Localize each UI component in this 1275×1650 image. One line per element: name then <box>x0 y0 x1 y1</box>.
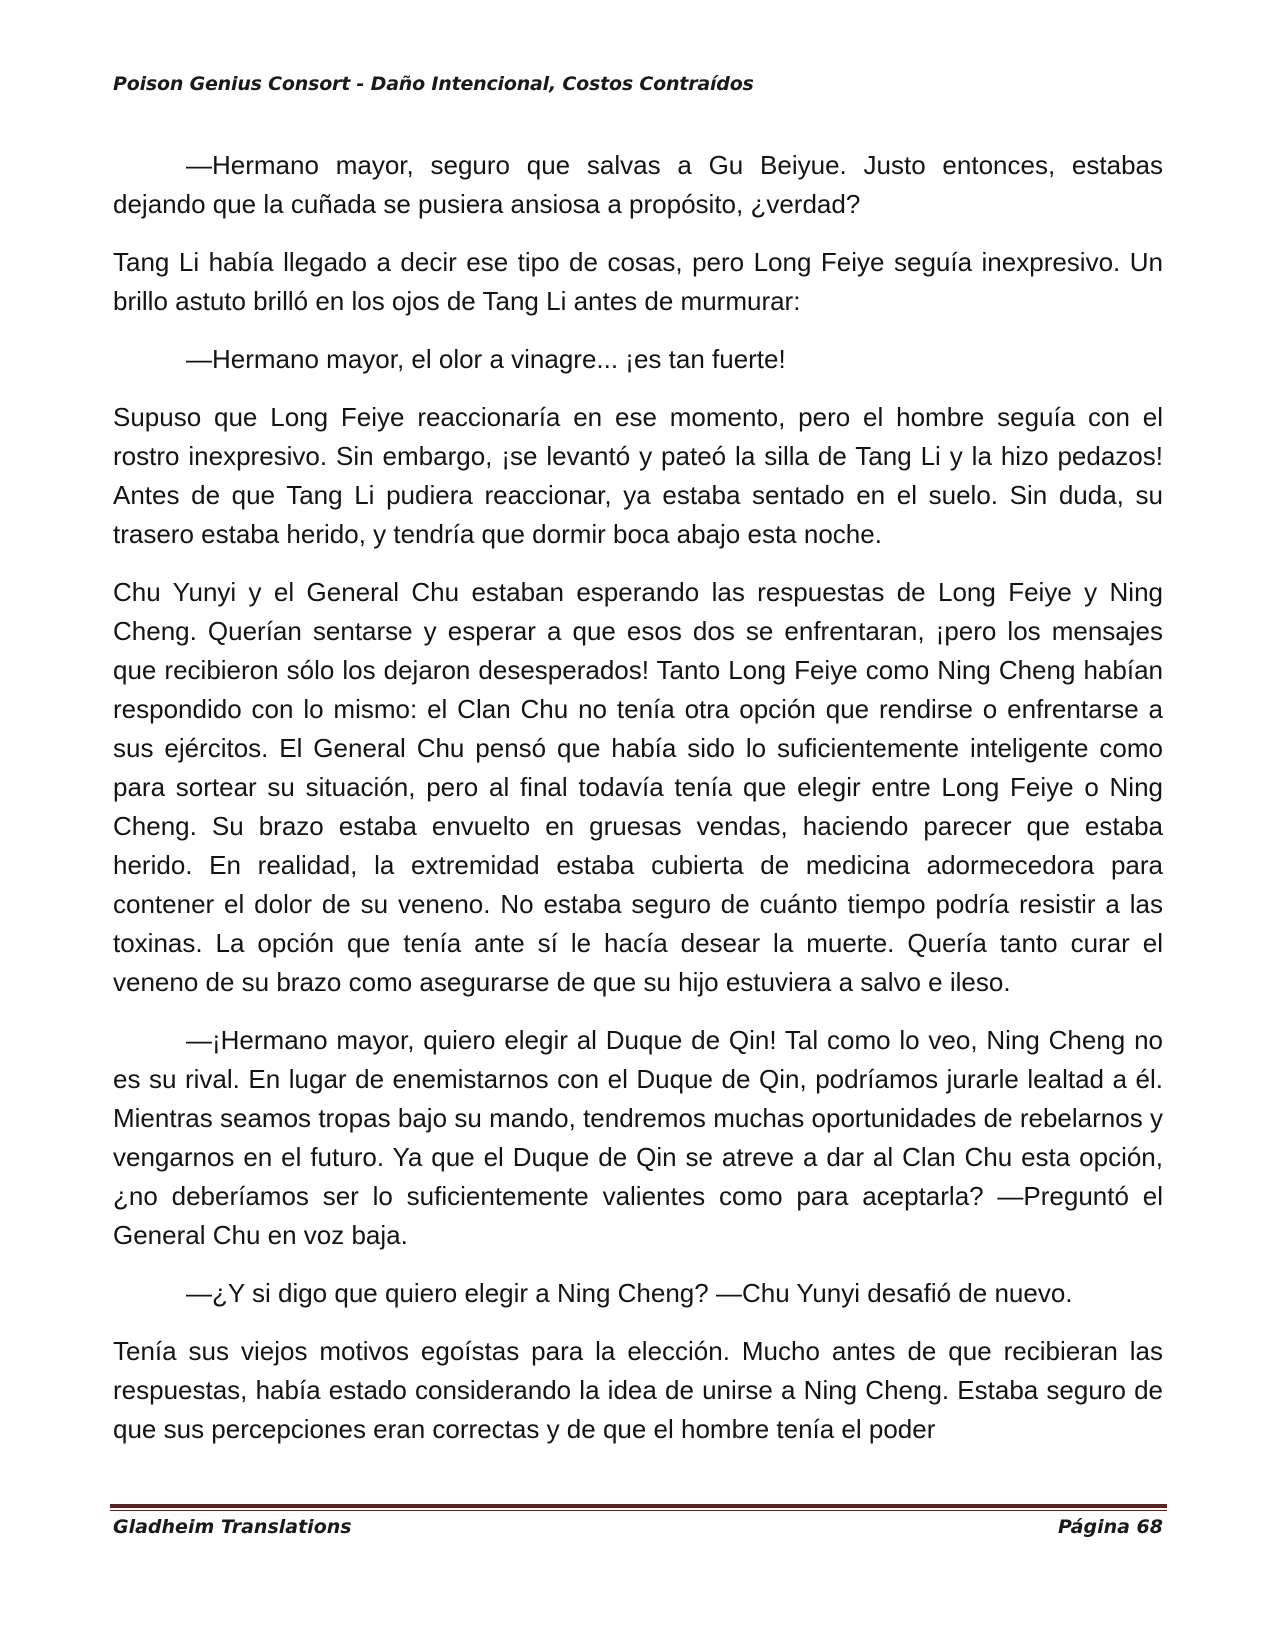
paragraph-narration: Chu Yunyi y el General Chu estaban esperando las respuestas de Long Feiye y Ning Cheng. Querían sentarse y esperar a que esos dos se enfrentaran, ¡pero los mensajes que recibieron sólo los dejaron desesperados! Tanto Long Feiye como Ning Cheng habían respondido con lo mismo: el Clan Chu no tenía otra opción que rendirse o enfrentarse a sus ejércitos. El General Chu pensó que había sido lo suficientemente inteligente como para sortear su situación, pero al final todavía tenía que elegir entre Long Feiye o Ning Cheng. Su brazo estaba envuelto en gruesas vendas, haciendo parecer que estaba herido. En realidad, la extremidad estaba cubierta de medicina adormecedora para contener el dolor de su veneno. No estaba seguro de cuánto tiempo podría resistir a las toxinas. La opción que tenía ante sí le hacía desear la muerte. Quería tanto curar el veneno de su brazo como asegurarse de que su hijo estuviera a salvo e ileso. <box>113 577 1163 997</box>
paragraph-dialog: —¿Y si digo que quiero elegir a Ning Cheng? —Chu Yunyi desafió de nuevo. <box>186 1278 1073 1308</box>
footer-translator: Gladheim Translations <box>113 1516 352 1538</box>
footer-divider <box>110 1504 1167 1511</box>
paragraph-narration: Tenía sus viejos motivos egoístas para la elección. Mucho antes de que recibieran las respuestas, había estado considerando la idea de unirse a Ning Cheng. Estaba seguro de que sus percepciones eran correctas y de que el hombre tenía el poder <box>113 1336 1163 1444</box>
paragraph-dialog: —Hermano mayor, el olor a vinagre... ¡es tan fuerte! <box>186 344 786 374</box>
page-body <box>113 146 1163 1468</box>
footer-divider-thin <box>110 1510 1167 1511</box>
footer-page-number: Página 68 <box>1057 1516 1163 1538</box>
page-header-title: Poison Genius Consort - Daño Intencional, Costos Contraídos <box>113 73 754 95</box>
paragraph-narration: Supuso que Long Feiye reaccionaría en ese momento, pero el hombre seguía con el rostro inexpresivo. Sin embargo, ¡se levantó y pateó la silla de Tang Li y la hizo pedazos! Antes de que Tang Li pudiera reaccionar, ya estaba sentado en el suelo. Sin duda, su trasero estaba herido, y tendría que dormir boca abajo esta noche. <box>113 402 1163 549</box>
paragraph-dialog: —¡Hermano mayor, quiero elegir al Duque de Qin! Tal como lo veo, Ning Cheng no es su rival. En lugar de enemistarnos con el Duque de Qin, podríamos jurarle lealtad a él. Mientras seamos tropas bajo su mando, tendremos muchas oportunidades de rebelarnos y vengarnos en el futuro. Ya que el Duque de Qin se atreve a dar al Clan Chu esta opción, ¿no deberíamos ser lo suficientemente valientes como para aceptarla? —Preguntó el General Chu en voz baja. <box>113 1025 1163 1250</box>
paragraph-dialog: —Hermano mayor, seguro que salvas a Gu Beiyue. Justo entonces, estabas dejando que la cuñada se pusiera ansiosa a propósito, ¿verdad? <box>113 150 1163 219</box>
paragraph-narration: Tang Li había llegado a decir ese tipo de cosas, pero Long Feiye seguía inexpresivo. Un brillo astuto brilló en los ojos de Tang Li antes de murmurar: <box>113 247 1163 316</box>
footer-divider-thick <box>110 1504 1167 1508</box>
